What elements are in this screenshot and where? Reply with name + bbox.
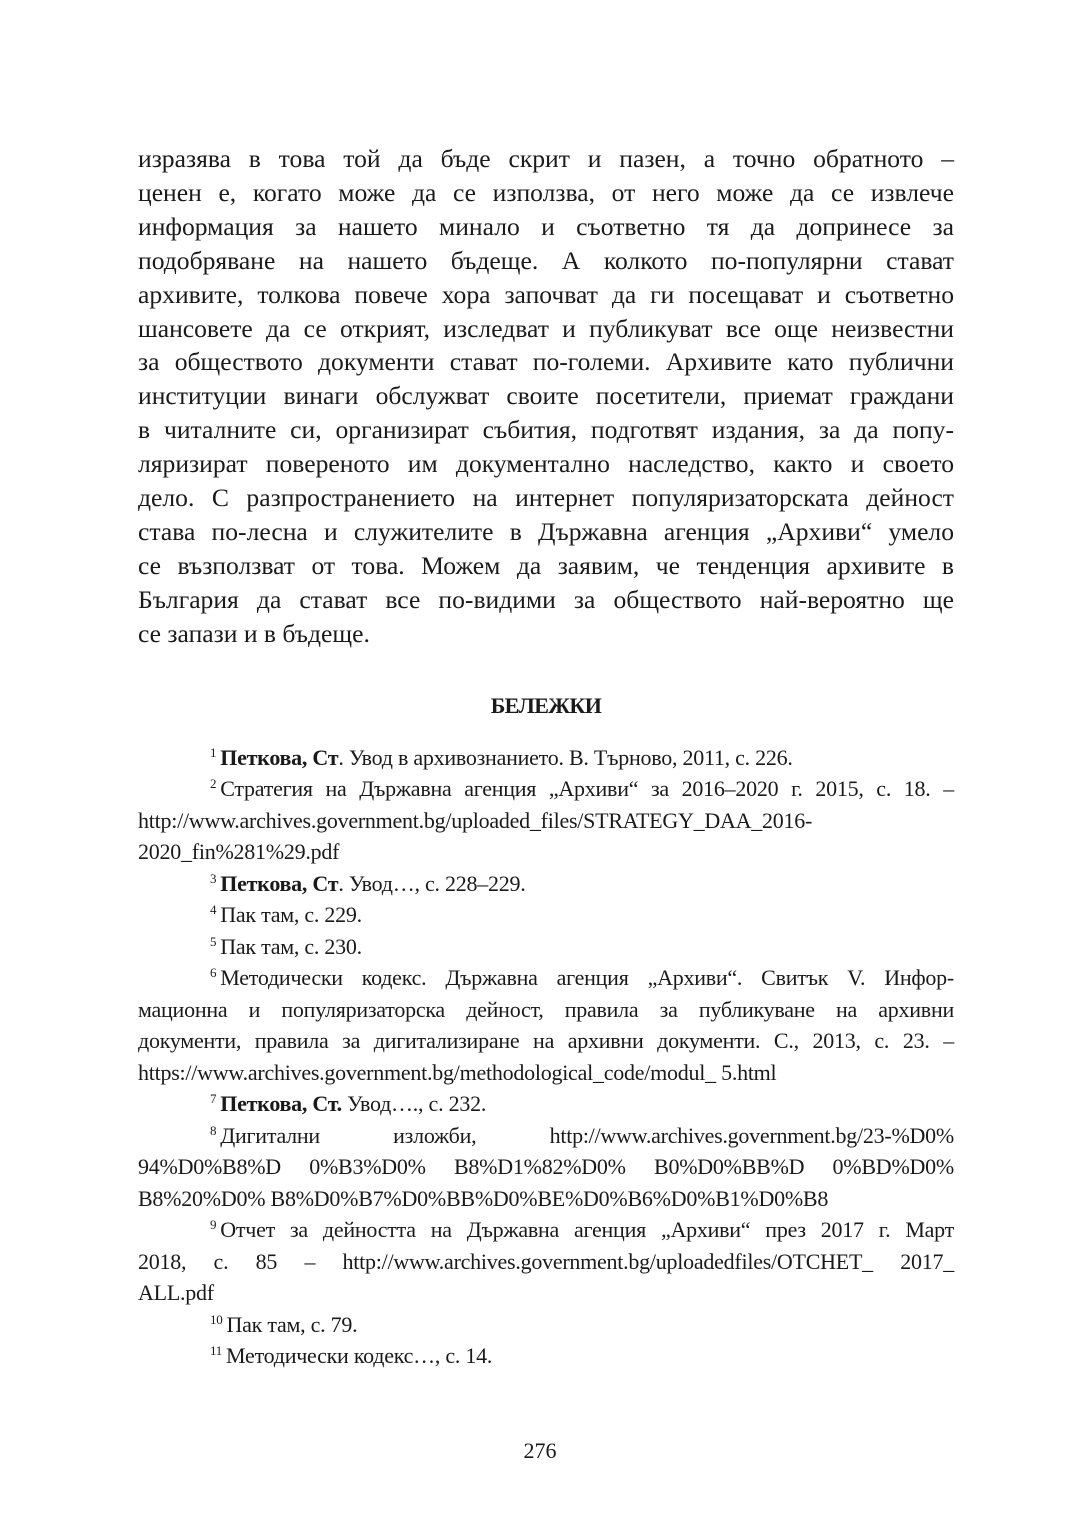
note-number: 5 [210, 933, 217, 949]
note-number: 4 [210, 902, 217, 918]
note-line [138, 1151, 954, 1183]
body-line: се запази и в бъдеще. [138, 618, 370, 648]
note-text: http://www.archives.government.bg/uploaded_files/STRATEGY_DAA_2016- [138, 807, 813, 833]
note-author: Петкова, Ст. [220, 1091, 342, 1117]
note-text: документи, правила за дигитализиране на архивни документи. С., 2013, с. 23. – [138, 1028, 954, 1054]
note-line [138, 805, 954, 837]
note-text: Дигитални изложби, http://www.archives.government.bg/23-%D0% [220, 1122, 954, 1148]
note-line [138, 1340, 954, 1372]
note-line [138, 773, 954, 805]
note-number: 3 [210, 870, 217, 886]
note-number: 10 [210, 1311, 223, 1327]
body-line: в читалните си, организират събития, подготвят издания, за да попу- [138, 415, 954, 445]
note-number: 11 [210, 1343, 223, 1359]
note-line [138, 836, 954, 868]
note-text: Методически кодекс. Държавна агенция „Архиви“. Свитък V. Инфор- [220, 965, 954, 991]
body-line: става по-лесна и служителите в Държавна агенция „Архиви“ умело [138, 516, 954, 546]
body-line: подобряване на нашето бъдеще. А колкото по-популярни стават [138, 245, 954, 275]
body-paragraph [138, 142, 954, 651]
note-line [138, 931, 954, 963]
note-text: Пак там, с. 79. [226, 1311, 358, 1337]
note-text: . Увод…, с. 228–229. [338, 870, 526, 896]
note-text: Увод…., с. 232. [341, 1091, 487, 1117]
body-line: се възползват от това. Можем да заявим, че тенденция архивите в [138, 550, 954, 580]
note-item [138, 962, 954, 1088]
note-line [138, 742, 954, 774]
note-line [138, 868, 954, 900]
note-item [138, 899, 954, 931]
note-text: 2018, с. 85 – http://www.archives.government.bg/uploadedfiles/OTCHET_ 2017_ [138, 1248, 954, 1274]
note-number: 6 [210, 965, 217, 981]
note-number: 1 [210, 744, 217, 760]
body-line: ляризират повереното им документално наследство, както и своето [138, 449, 954, 479]
notes-list [138, 742, 954, 1372]
page-number: 276 [523, 1438, 557, 1463]
note-number: 7 [210, 1091, 217, 1107]
note-author: Петкова, Ст [220, 870, 339, 896]
note-line [138, 899, 954, 931]
note-text: ALL.pdf [138, 1280, 214, 1306]
note-item [138, 868, 954, 900]
note-line [138, 962, 954, 994]
note-text: https://www.archives.government.bg/methodological_code/modul_ 5.html [138, 1059, 777, 1085]
note-text: . Увод в архивознанието. В. Търново, 2011, с. 226. [338, 744, 793, 770]
body-line: информация за нашето минало и съответно тя да допринесе за [138, 211, 954, 241]
note-text: B8%20%D0% B8%D0%B7%D0%BB%D0%BE%D0%B6%D0%B1%D0%B8 [138, 1185, 829, 1211]
note-item [138, 931, 954, 963]
note-text: Методически кодекс…, с. 14. [226, 1343, 493, 1369]
note-number: 8 [210, 1122, 217, 1138]
body-line: институции винаги обслужват своите посетители, приемат граждани [138, 381, 954, 411]
body-line: ценен е, когато може да се използва, от него може да се извлече [138, 177, 954, 207]
body-line: изразява в това той да бъде скрит и пазен, а точно обратното – [138, 144, 954, 173]
note-line [138, 1088, 954, 1120]
note-number: 2 [210, 776, 217, 792]
note-text: 94%D0%B8%D 0%B3%D0% B8%D1%82%D0% B0%D0%BB%D 0%BD%D0% [138, 1154, 954, 1180]
note-line [138, 994, 954, 1026]
note-text: Пак там, с. 229. [220, 902, 362, 928]
body-line: шансовете да се открият, изследват и публикуват все още неизвестни [138, 313, 954, 343]
note-item [138, 1088, 954, 1120]
page-content [138, 142, 954, 1372]
note-line [138, 1183, 954, 1215]
note-line [138, 1120, 954, 1152]
body-line: дело. С разпространението на интернет популяризаторската дейност [138, 483, 954, 513]
note-text: мационна и популяризаторска дейност, правила за публикуване на архивни [138, 996, 954, 1022]
note-line [138, 1214, 954, 1246]
note-line [138, 1025, 954, 1057]
note-text: 2020_fin%281%29.pdf [138, 839, 340, 865]
note-item [138, 1214, 954, 1309]
body-line: България да стават все по-видими за обществото най-вероятно ще [138, 584, 954, 614]
note-text: Стратегия на Държавна агенция „Архиви“ за 2016–2020 г. 2015, с. 18. – [220, 776, 954, 802]
note-author: Петкова, Ст [220, 744, 339, 770]
note-number: 9 [210, 1217, 217, 1233]
note-line [138, 1246, 954, 1278]
note-item [138, 1340, 954, 1372]
note-item [138, 773, 954, 868]
note-line [138, 1057, 954, 1089]
note-item [138, 742, 954, 774]
note-line [138, 1309, 954, 1341]
notes-heading: БЕЛЕЖКИ [490, 692, 602, 718]
note-item [138, 1120, 954, 1215]
note-item [138, 1309, 954, 1341]
note-text: Отчет за дейността на Държавна агенция „Архиви“ през 2017 г. Март [220, 1217, 954, 1243]
body-line: за обществото документи стават по-големи. Архивите като публични [138, 347, 954, 377]
body-line: архивите, толкова повече хора започват да ги посещават и съответно [138, 279, 954, 309]
note-text: Пак там, с. 230. [220, 933, 362, 959]
note-line [138, 1277, 954, 1309]
